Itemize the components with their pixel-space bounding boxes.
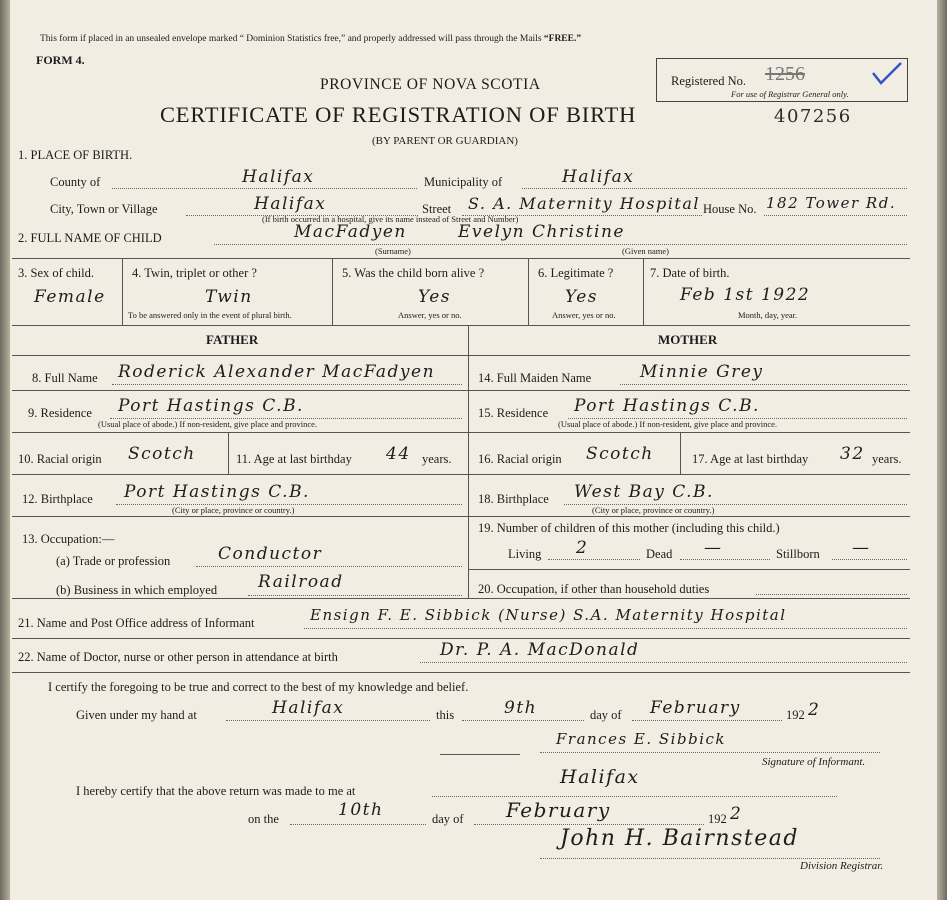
- informant-value: Ensign F. E. Sibbick (Nurse) S.A. Maternity Hospital: [310, 606, 787, 624]
- city-label: City, Town or Village: [50, 202, 158, 216]
- scan-edge-left: [0, 0, 10, 900]
- business-value: Railroad: [258, 572, 344, 592]
- father-residence-label: 9. Residence: [28, 406, 92, 420]
- informant-label: 21. Name and Post Office address of Informant: [18, 616, 255, 630]
- given-year-value: 2: [808, 700, 821, 720]
- date-of-birth-value: Feb 1st 1922: [680, 285, 811, 305]
- business-label: (b) Business in which employed: [56, 583, 218, 597]
- registered-label: Registered No.: [671, 74, 746, 88]
- father-residence-value: Port Hastings C.B.: [118, 396, 304, 416]
- registrar-year-prefix: 192: [708, 812, 727, 826]
- legitimate-label: 6. Legitimate ?: [538, 266, 614, 280]
- mother-racial-origin-label: 16. Racial origin: [478, 452, 562, 466]
- trade-value: Conductor: [218, 544, 323, 564]
- city-value: Halifax: [254, 194, 327, 214]
- stillborn-value: —: [852, 538, 871, 558]
- father-racial-origin-label: 10. Racial origin: [18, 452, 102, 466]
- born-alive-note: Answer, yes or no.: [398, 310, 462, 320]
- mother-residence-value: Port Hastings C.B.: [574, 396, 760, 416]
- born-alive-label: 5. Was the child born alive ?: [342, 266, 485, 280]
- mother-birthplace-note: (City or place, province or country.): [592, 505, 715, 515]
- given-place-value: Halifax: [272, 698, 345, 718]
- dead-value: —: [704, 538, 723, 558]
- father-heading: FATHER: [206, 332, 259, 347]
- mother-age-value: 32: [840, 444, 865, 464]
- given-under-hand-label: Given under my hand at: [76, 708, 197, 722]
- checkmark-icon: [869, 59, 905, 89]
- father-racial-origin-value: Scotch: [128, 444, 196, 464]
- mother-age-label: 17. Age at last birthday: [692, 452, 809, 466]
- registrar-only-note: For use of Registrar General only.: [731, 89, 849, 99]
- this-label: this: [436, 708, 455, 722]
- mother-residence-label: 15. Residence: [478, 406, 549, 420]
- twin-note: To be answered only in the event of plural birth.: [128, 310, 292, 320]
- registrar-year-value: 2: [730, 804, 743, 824]
- given-name-caption: (Given name): [622, 246, 669, 256]
- child-name-label: 2. FULL NAME OF CHILD: [18, 231, 162, 245]
- mother-name-label: 14. Full Maiden Name: [478, 371, 592, 385]
- date-of-birth-note: Month, day, year.: [738, 310, 798, 320]
- registrar-place-value: Halifax: [560, 766, 640, 788]
- father-age-value: 44: [386, 444, 411, 464]
- county-value: Halifax: [242, 167, 315, 187]
- house-number-label: House No.: [703, 202, 757, 216]
- document-subtitle: (BY PARENT OR GUARDIAN): [372, 135, 518, 147]
- registrar-signature: John H. Bairnstead: [560, 826, 799, 851]
- given-month-value: February: [650, 698, 741, 718]
- mother-age-unit: years.: [872, 452, 902, 466]
- born-alive-value: Yes: [418, 287, 452, 307]
- mother-occupation-label: 20. Occupation, if other than household duties: [478, 582, 710, 596]
- registrar-day-of-label: day of: [432, 812, 464, 826]
- document-title: CERTIFICATE OF REGISTRATION OF BIRTH: [160, 102, 637, 127]
- sex-label: 3. Sex of child.: [18, 266, 95, 280]
- living-label: Living: [508, 547, 542, 561]
- mother-racial-origin-value: Scotch: [586, 444, 654, 464]
- legitimate-value: Yes: [565, 287, 599, 307]
- father-age-unit: years.: [422, 452, 452, 466]
- sex-value: Female: [34, 287, 106, 307]
- doctor-value: Dr. P. A. MacDonald: [440, 640, 640, 660]
- mother-residence-note: (Usual place of abode.) If non-resident, give place and province.: [558, 419, 778, 429]
- file-number: 407256: [774, 106, 852, 127]
- registered-number-box: [656, 58, 908, 102]
- given-year-prefix: 192: [786, 708, 805, 722]
- province-heading: PROVINCE OF NOVA SCOTIA: [320, 76, 541, 93]
- given-day-value: 9th: [504, 698, 538, 718]
- registrar-signature-caption: Division Registrar.: [800, 860, 884, 872]
- given-day-of-label: day of: [590, 708, 622, 722]
- child-surname-value: MacFadyen: [294, 222, 407, 242]
- place-of-birth-heading: 1. PLACE OF BIRTH.: [18, 148, 133, 162]
- doctor-label: 22. Name of Doctor, nurse or other person in attendance at birth: [18, 650, 338, 664]
- surname-caption: (Surname): [375, 246, 411, 256]
- twin-value: Twin: [205, 287, 253, 307]
- trade-label: (a) Trade or profession: [56, 554, 171, 568]
- mother-birthplace-value: West Bay C.B.: [574, 482, 714, 502]
- municipality-label: Municipality of: [424, 175, 503, 189]
- mother-birthplace-label: 18. Birthplace: [478, 492, 549, 506]
- father-name-label: 8. Full Name: [32, 371, 98, 385]
- registrar-month-value: February: [506, 798, 611, 822]
- certify-statement: I certify the foregoing to be true and correct to the best of my knowledge and belief.: [48, 680, 469, 694]
- municipality-value: Halifax: [562, 167, 635, 187]
- twin-label: 4. Twin, triplet or other ?: [132, 266, 257, 280]
- mother-name-value: Minnie Grey: [640, 362, 764, 382]
- street-value: S. A. Maternity Hospital: [468, 194, 700, 213]
- father-birthplace-note: (City or place, province or country.): [172, 505, 295, 515]
- street-label: Street: [422, 202, 452, 216]
- county-label: County of: [50, 175, 101, 189]
- mother-heading: MOTHER: [658, 332, 718, 347]
- father-birthplace-label: 12. Birthplace: [22, 492, 93, 506]
- house-number-value: 182 Tower Rd.: [766, 194, 897, 212]
- date-of-birth-label: 7. Date of birth.: [650, 266, 730, 280]
- informant-signature-caption: Signature of Informant.: [762, 756, 866, 768]
- legitimate-note: Answer, yes or no.: [552, 310, 616, 320]
- living-value: 2: [576, 538, 589, 558]
- registrar-day-value: 10th: [338, 800, 384, 820]
- informant-signature: Frances E. Sibbick: [556, 730, 726, 748]
- dead-label: Dead: [646, 547, 673, 561]
- registered-value: 1256: [765, 63, 805, 85]
- form-number: FORM 4.: [36, 53, 85, 67]
- registrar-statement: I hereby certify that the above return was made to me at: [76, 784, 356, 798]
- father-occupation-label: 13. Occupation:—: [22, 532, 115, 546]
- stillborn-label: Stillborn: [776, 547, 820, 561]
- father-birthplace-value: Port Hastings C.B.: [124, 482, 310, 502]
- father-residence-note: (Usual place of abode.) If non-resident, give place and province.: [98, 419, 318, 429]
- child-given-name-value: Evelyn Christine: [458, 222, 625, 242]
- mail-notice: This form if placed in an unsealed envelope marked “ Dominion Statistics free,” and properly addressed will pass through the Mails “FREE.”: [40, 34, 582, 44]
- scan-edge-right: [937, 0, 947, 900]
- on-the-label: on the: [248, 812, 279, 826]
- father-age-label: 11. Age at last birthday: [236, 452, 352, 466]
- hospital-note: (If birth occurred in a hospital, give its name instead of Street and Number): [262, 214, 519, 224]
- father-name-value: Roderick Alexander MacFadyen: [118, 362, 436, 382]
- children-count-label: 19. Number of children of this mother (including this child.): [478, 521, 780, 535]
